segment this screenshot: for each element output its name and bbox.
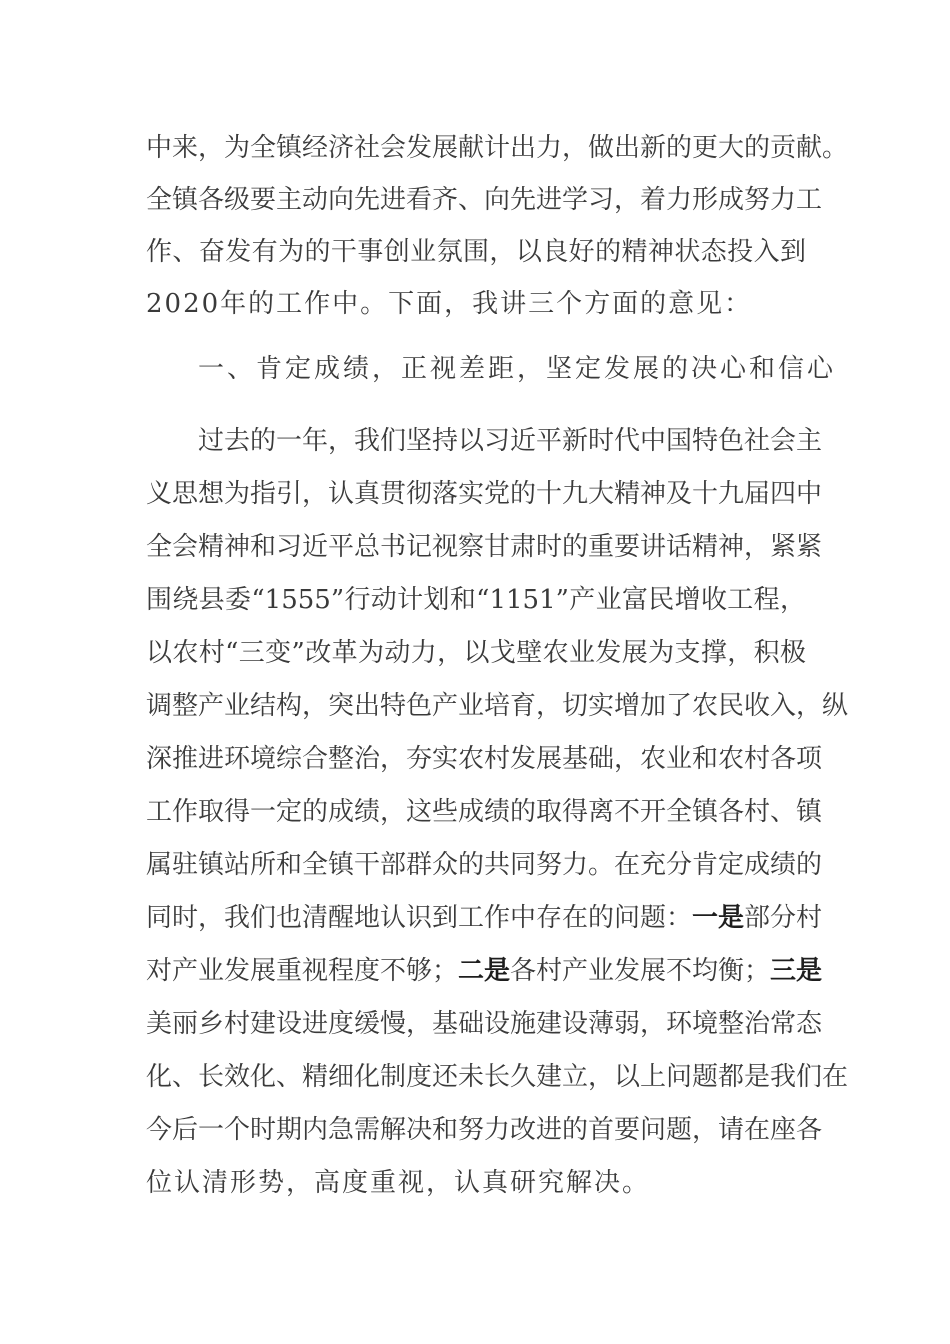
text-line: 美丽乡村建设进度缓慢，基础设施建设薄弱，环境整治常态 bbox=[146, 1009, 823, 1039]
text-line: 以农村“三变”改革为动力，以戈壁农业发展为支撑，积极 bbox=[146, 638, 806, 668]
emphasis-first: 一是 bbox=[692, 903, 745, 933]
text-line: 化、长效化、精细化制度还未长久建立，以上问题都是我们在 bbox=[146, 1062, 849, 1092]
text-segment: 同时，我们也清醒地认识到工作中存在的问题： bbox=[146, 903, 693, 933]
text-line: 今后一个时期内急需解决和努力改进的首要问题，请在座各 bbox=[146, 1115, 823, 1145]
emphasis-second: 二是 bbox=[458, 956, 511, 986]
text-line: 围绕县委“1555”行动计划和“1151”产业富民增收工程， bbox=[146, 585, 806, 615]
text-line: 过去的一年，我们坚持以习近平新时代中国特色社会主 bbox=[198, 426, 823, 456]
text-line: 工作取得一定的成绩，这些成绩的取得离不开全镇各村、镇 bbox=[146, 797, 823, 827]
text-segment: 各村产业发展不均衡； bbox=[510, 956, 771, 986]
text-line: 全镇各级要主动向先进看齐、向先进学习，着力形成努力工 bbox=[146, 185, 823, 215]
text-segment: 对产业发展重视程度不够； bbox=[146, 956, 459, 986]
text-line: 位认清形势，高度重视，认真研究解决。 bbox=[146, 1168, 651, 1198]
text-line: 义思想为指引，认真贯彻落实党的十九大精神及十九届四中 bbox=[146, 479, 823, 509]
text-segment: 部分村 bbox=[744, 903, 823, 933]
text-line: 作、奋发有为的干事创业氛围，以良好的精神状态投入到 bbox=[146, 237, 806, 267]
text-line: 2020年的工作中。下面，我讲三个方面的意见： bbox=[146, 289, 753, 319]
text-line: 深推进环境综合整治，夯实农村发展基础，农业和农村各项 bbox=[146, 744, 823, 774]
text-line: 全会精神和习近平总书记视察甘肃时的重要讲话精神，紧紧 bbox=[146, 532, 823, 562]
section-heading: 一、肯定成绩，正视差距，坚定发展的决心和信心 bbox=[198, 354, 837, 384]
text-line-issue-2 bbox=[146, 952, 823, 990]
text-line: 属驻镇站所和全镇干部群众的共同努力。在充分肯定成绩的 bbox=[146, 850, 823, 880]
text-line: 中来，为全镇经济社会发展献计出力，做出新的更大的贡献。 bbox=[146, 133, 849, 163]
text-line: 调整产业结构，突出特色产业培育，切实增加了农民收入，纵 bbox=[146, 691, 849, 721]
text-line-issue-1 bbox=[146, 899, 823, 937]
emphasis-third: 三是 bbox=[770, 956, 823, 986]
